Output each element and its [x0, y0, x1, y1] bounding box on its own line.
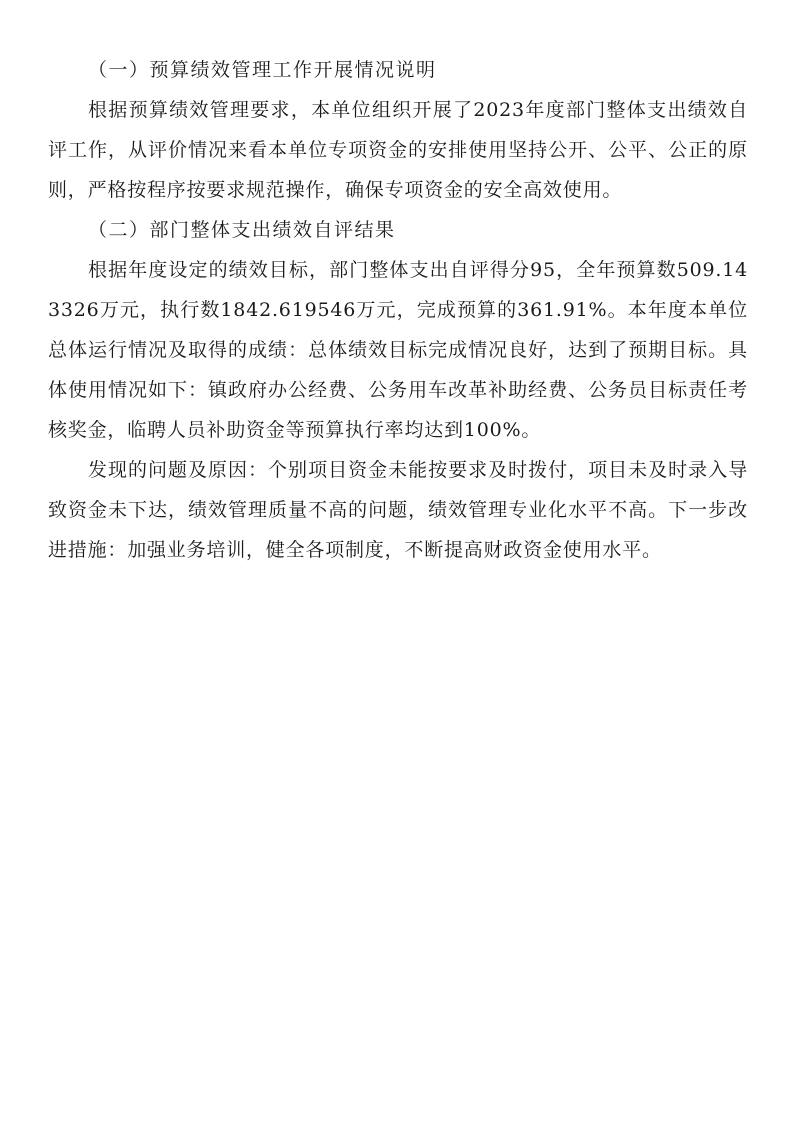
document-body: [48, 50, 748, 610]
section-1-heading: （一）预算绩效管理工作开展情况说明: [88, 59, 437, 81]
section-2-issues-paragraph: 发现的问题及原因：个别项目资金未能按要求及时拨付，项目未及时录入导致资金未下达，绩效管理质量不高的问题，绩效管理专业化水平不高。下一步改进措施：加强业务培训，健全各项制度，不断提高财政资金使用水平。: [48, 459, 748, 561]
section-1-paragraph: 根据预算绩效管理要求，本单位组织开展了2023年度部门整体支出绩效自评工作，从评价情况来看本单位专项资金的安排使用坚持公开、公平、公正的原则，严格按程序按要求规范操作，确保专项资金的安全高效使用。: [48, 99, 748, 201]
section-2-heading: （二）部门整体支出绩效自评结果: [88, 219, 396, 241]
section-2-results-paragraph: 根据年度设定的绩效目标，部门整体支出自评得分95，全年预算数509.143326万元，执行数1842.619546万元，完成预算的361.91%。本年度本单位总体运行情况及取得的成绩：总体绩效目标完成情况良好，达到了预期目标。具体使用情况如下：镇政府办公经费、公务用车改革补助经费、公务员目标责任考核奖金，临聘人员补助资金等预算执行率均达到100%。: [48, 259, 748, 441]
